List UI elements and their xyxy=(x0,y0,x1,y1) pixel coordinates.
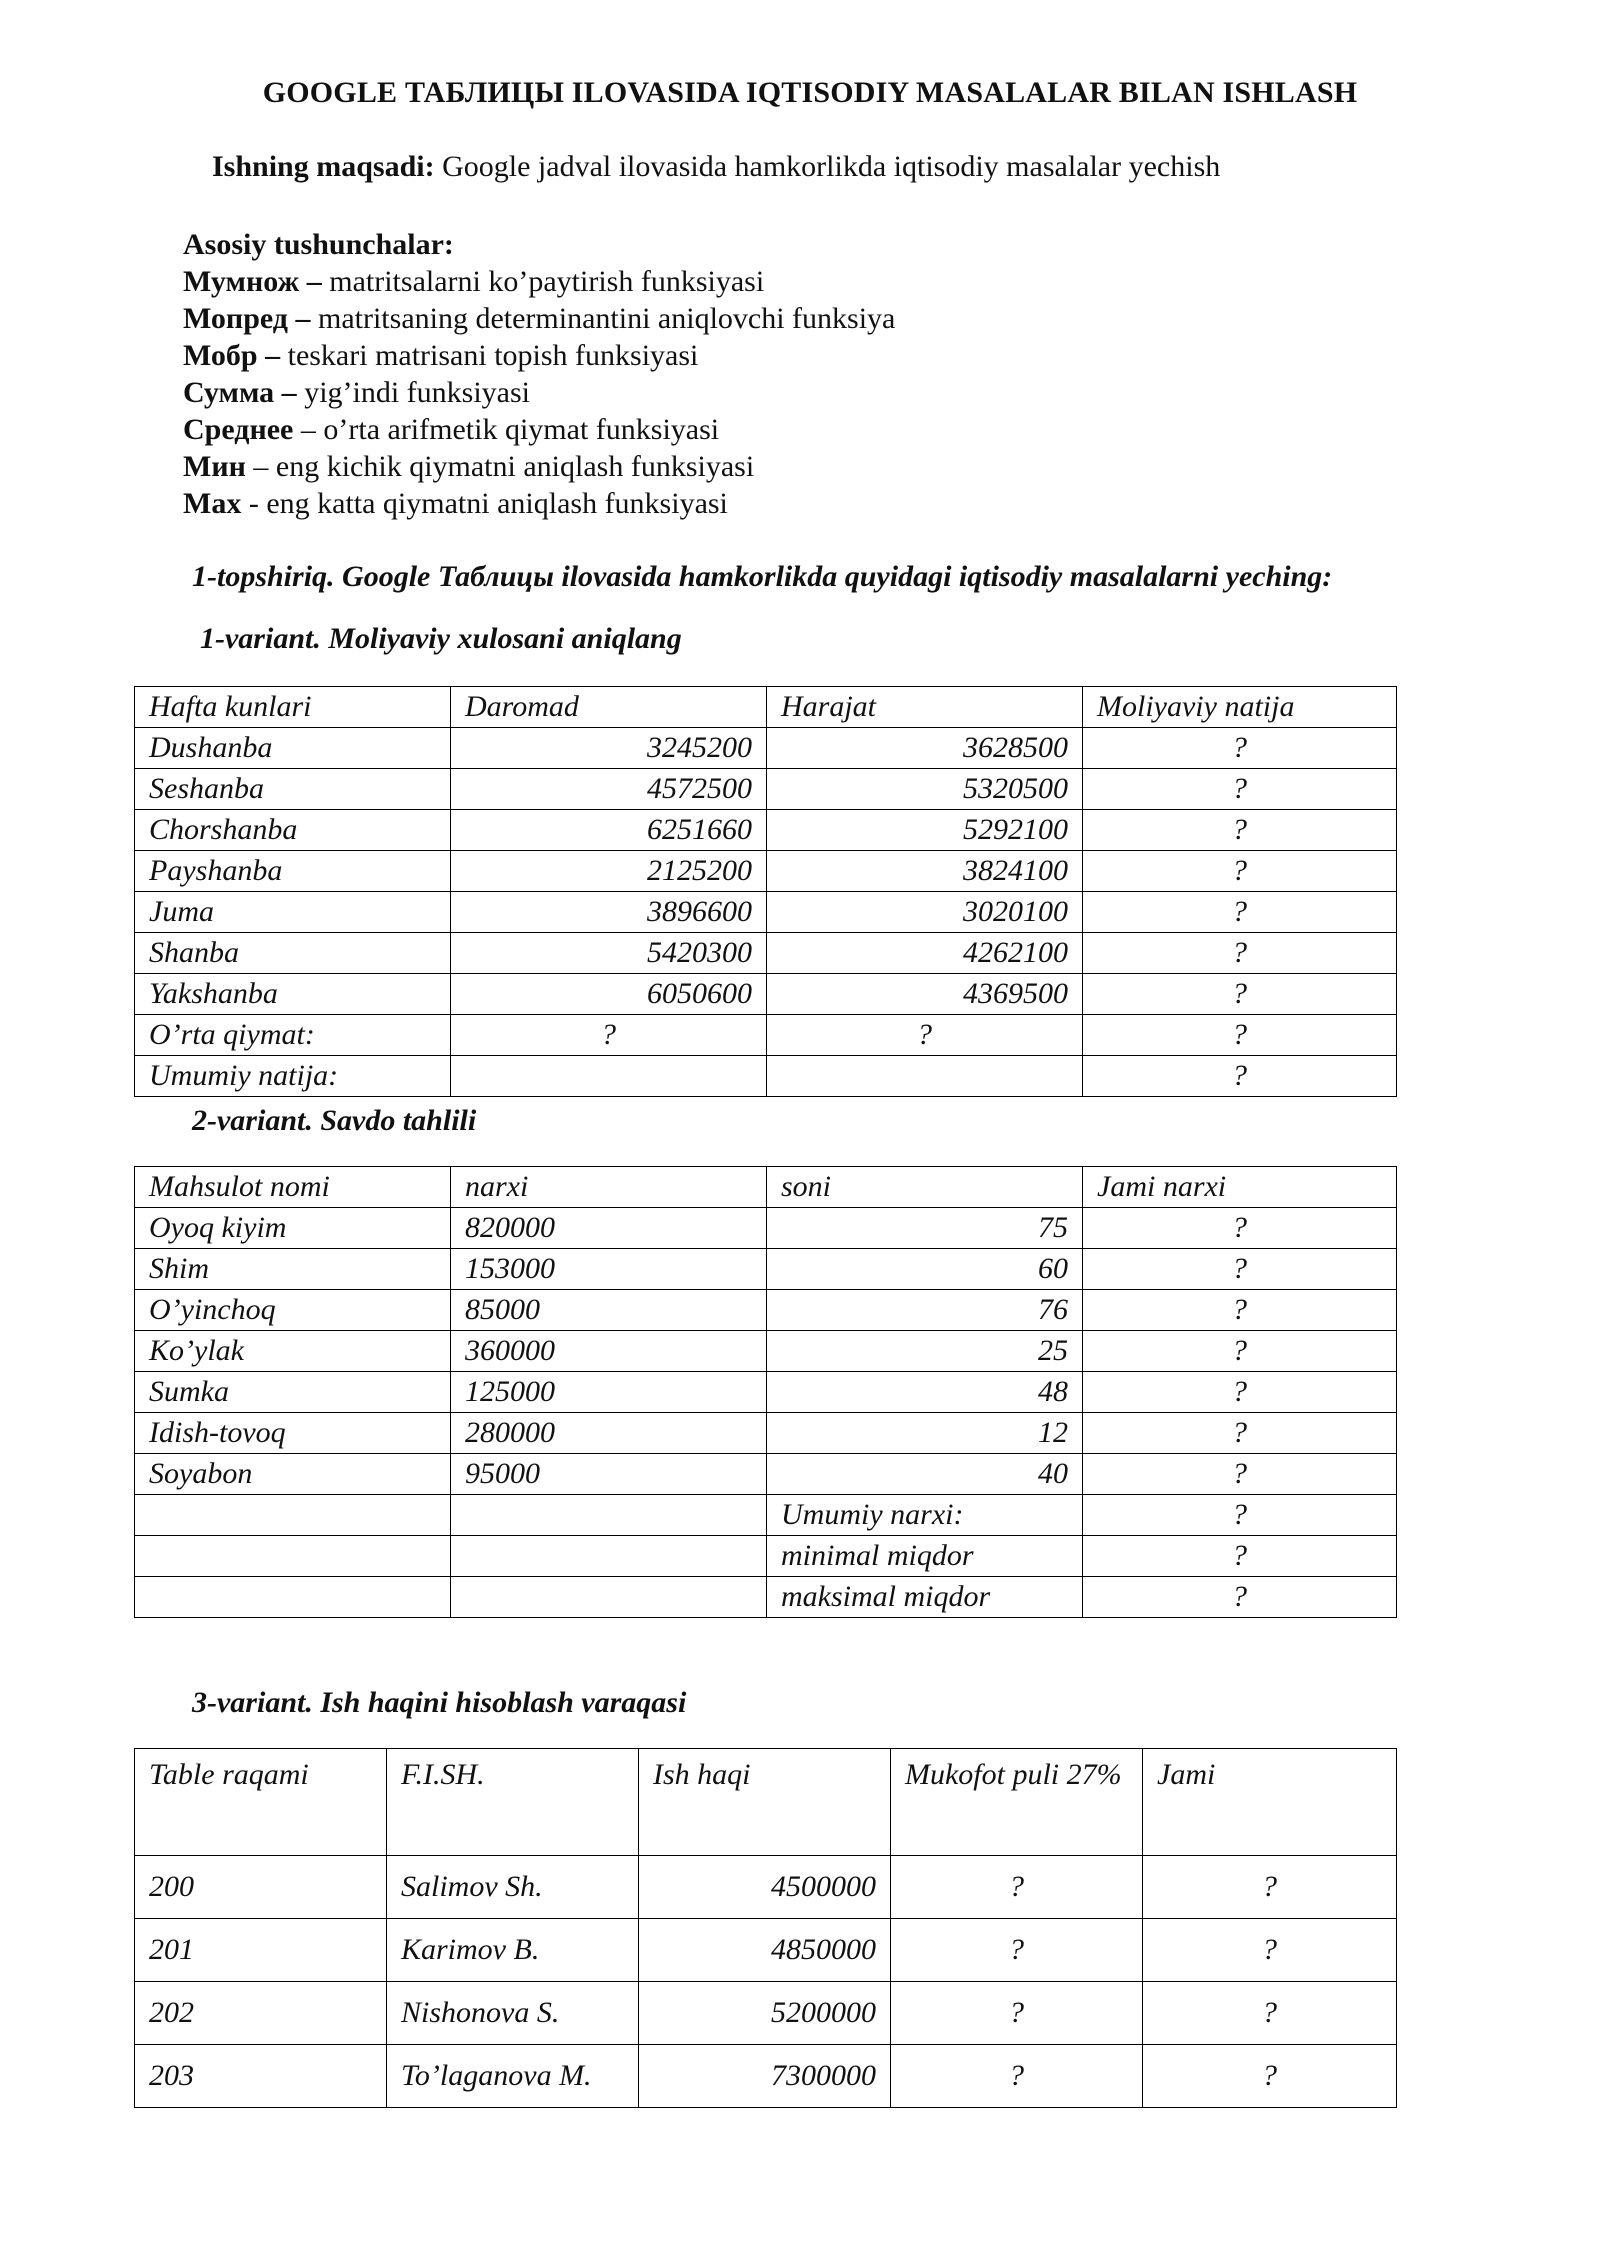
id-cell: 203 xyxy=(135,2045,387,2108)
page-title: GOOGLE ТАБЛИЦЫ ILOVASIDA IQTISODIY MASALALAR BILAN ISHLASH xyxy=(262,76,1358,109)
total-cell: ? xyxy=(1083,1056,1397,1097)
header-cell: F.I.SH. xyxy=(387,1749,639,1856)
id-cell: 202 xyxy=(135,1982,387,2045)
concept-item xyxy=(183,411,895,448)
income-cell: 3896600 xyxy=(451,892,767,933)
table-row xyxy=(135,2045,1397,2108)
concept-desc: – eng kichik qiymatni aniqlash funksiyasi xyxy=(245,450,755,483)
average-cell: ? xyxy=(767,1015,1083,1056)
empty-cell xyxy=(451,1577,767,1618)
income-cell: 4572500 xyxy=(451,769,767,810)
header-cell: Harajat xyxy=(767,687,1083,728)
sales-table xyxy=(134,1166,1397,1618)
table-row xyxy=(135,1413,1397,1454)
table-row xyxy=(135,728,1397,769)
empty-cell xyxy=(451,1495,767,1536)
average-cell: ? xyxy=(1083,1015,1397,1056)
average-cell: ? xyxy=(451,1015,767,1056)
bonus-cell: ? xyxy=(891,1856,1143,1919)
day-cell: Seshanba xyxy=(135,769,451,810)
concept-term: Мумнож – xyxy=(183,265,322,298)
table-row xyxy=(135,1208,1397,1249)
table-header-row xyxy=(135,1167,1397,1208)
bonus-cell: ? xyxy=(891,1919,1143,1982)
table-row xyxy=(135,1919,1397,1982)
header-cell: Mukofot puli 27% xyxy=(891,1749,1143,1856)
price-cell: 153000 xyxy=(451,1249,767,1290)
price-cell: 125000 xyxy=(451,1372,767,1413)
income-cell: 2125200 xyxy=(451,851,767,892)
salary-cell: 4850000 xyxy=(639,1919,891,1982)
day-cell: Shanba xyxy=(135,933,451,974)
income-cell: 5420300 xyxy=(451,933,767,974)
qty-cell: 40 xyxy=(767,1454,1083,1495)
table-row xyxy=(135,1982,1397,2045)
table-row xyxy=(135,974,1397,1015)
concept-term: Мин xyxy=(183,450,246,483)
summary-value: ? xyxy=(1083,1495,1397,1536)
header-cell: Table raqami xyxy=(135,1749,387,1856)
concept-term: Max xyxy=(183,487,242,520)
bonus-cell: ? xyxy=(891,2045,1143,2108)
concept-term: Среднее xyxy=(183,413,294,446)
sum-cell: ? xyxy=(1083,1454,1397,1495)
expense-cell: 4369500 xyxy=(767,974,1083,1015)
table-row xyxy=(135,1249,1397,1290)
price-cell: 95000 xyxy=(451,1454,767,1495)
concept-term: Мопред – xyxy=(183,302,311,335)
result-cell: ? xyxy=(1083,933,1397,974)
concept-term: Мобр – xyxy=(183,339,281,372)
product-cell: O’yinchoq xyxy=(135,1290,451,1331)
header-cell: Ish haqi xyxy=(639,1749,891,1856)
variant3-title: 3-variant. Ish haqini hisoblash varaqasi xyxy=(192,1686,687,1719)
total-label: Umumiy natija: xyxy=(135,1056,451,1097)
product-cell: Idish-tovoq xyxy=(135,1413,451,1454)
expense-cell: 3824100 xyxy=(767,851,1083,892)
qty-cell: 25 xyxy=(767,1331,1083,1372)
table-row xyxy=(135,1372,1397,1413)
summary-row xyxy=(135,1536,1397,1577)
concept-item xyxy=(183,337,895,374)
summary-label: Umumiy narxi: xyxy=(767,1495,1083,1536)
concept-term: Сумма – xyxy=(183,376,297,409)
salary-cell: 4500000 xyxy=(639,1856,891,1919)
table-row xyxy=(135,851,1397,892)
table-row xyxy=(135,769,1397,810)
qty-cell: 48 xyxy=(767,1372,1083,1413)
day-cell: Dushanba xyxy=(135,728,451,769)
bonus-cell: ? xyxy=(891,1982,1143,2045)
summary-row xyxy=(135,1495,1397,1536)
expense-cell: 4262100 xyxy=(767,933,1083,974)
empty-cell xyxy=(135,1495,451,1536)
result-cell: ? xyxy=(1083,769,1397,810)
result-cell: ? xyxy=(1083,892,1397,933)
concepts-list xyxy=(183,226,895,522)
summary-label: maksimal miqdor xyxy=(767,1577,1083,1618)
expense-cell: 3628500 xyxy=(767,728,1083,769)
concept-item xyxy=(183,300,895,337)
payroll-table xyxy=(134,1748,1397,2108)
sum-cell: ? xyxy=(1083,1290,1397,1331)
total-cell xyxy=(451,1056,767,1097)
header-cell: Moliyaviy natija xyxy=(1083,687,1397,728)
summary-label: minimal miqdor xyxy=(767,1536,1083,1577)
income-cell: 3245200 xyxy=(451,728,767,769)
table-row xyxy=(135,1856,1397,1919)
summary-row xyxy=(135,1577,1397,1618)
average-label: O’rta qiymat: xyxy=(135,1015,451,1056)
product-cell: Soyabon xyxy=(135,1454,451,1495)
result-cell: ? xyxy=(1083,974,1397,1015)
total-row xyxy=(135,1056,1397,1097)
header-cell: Daromad xyxy=(451,687,767,728)
name-cell: Salimov Sh. xyxy=(387,1856,639,1919)
header-cell: narxi xyxy=(451,1167,767,1208)
price-cell: 820000 xyxy=(451,1208,767,1249)
header-cell: Hafta kunlari xyxy=(135,687,451,728)
table-row xyxy=(135,1454,1397,1495)
concept-item xyxy=(183,263,895,300)
table-row xyxy=(135,810,1397,851)
total-cell: ? xyxy=(1143,2045,1397,2108)
concept-item xyxy=(183,485,895,522)
day-cell: Yakshanba xyxy=(135,974,451,1015)
name-cell: To’laganova M. xyxy=(387,2045,639,2108)
summary-value: ? xyxy=(1083,1577,1397,1618)
empty-cell xyxy=(451,1536,767,1577)
expense-cell: 5320500 xyxy=(767,769,1083,810)
goal-label: Ishning maqsadi: xyxy=(212,150,435,183)
concept-item xyxy=(183,374,895,411)
total-cell: ? xyxy=(1143,1919,1397,1982)
task-heading: 1-topshiriq. Google Таблицы ilovasida hamkorlikda quyidagi iqtisodiy masalalarni yeching: xyxy=(192,560,1333,593)
day-cell: Chorshanba xyxy=(135,810,451,851)
price-cell: 360000 xyxy=(451,1331,767,1372)
concept-desc: yig’indi funksiyasi xyxy=(296,376,531,409)
table-row xyxy=(135,1331,1397,1372)
product-cell: Shim xyxy=(135,1249,451,1290)
concepts-heading: Asosiy tushunchalar: xyxy=(183,228,454,261)
expense-cell: 5292100 xyxy=(767,810,1083,851)
product-cell: Sumka xyxy=(135,1372,451,1413)
day-cell: Juma xyxy=(135,892,451,933)
goal-text: Google jadval ilovasida hamkorlikda iqtisodiy masalalar yechish xyxy=(434,150,1221,183)
sum-cell: ? xyxy=(1083,1372,1397,1413)
sum-cell: ? xyxy=(1083,1208,1397,1249)
empty-cell xyxy=(135,1536,451,1577)
goal-line xyxy=(212,150,1220,184)
concept-desc: - eng katta qiymatni aniqlash funksiyasi xyxy=(241,487,728,520)
variant1-title: 1-variant. Moliyaviy xulosani aniqlang xyxy=(200,622,682,655)
result-cell: ? xyxy=(1083,810,1397,851)
sum-cell: ? xyxy=(1083,1413,1397,1454)
result-cell: ? xyxy=(1083,851,1397,892)
empty-cell xyxy=(135,1577,451,1618)
salary-cell: 7300000 xyxy=(639,2045,891,2108)
result-cell: ? xyxy=(1083,728,1397,769)
table-row xyxy=(135,892,1397,933)
concept-desc: matritsaning determinantini aniqlovchi funksiya xyxy=(310,302,896,335)
price-cell: 280000 xyxy=(451,1413,767,1454)
header-cell: Mahsulot nomi xyxy=(135,1167,451,1208)
sum-cell: ? xyxy=(1083,1249,1397,1290)
income-cell: 6050600 xyxy=(451,974,767,1015)
header-cell: Jami narxi xyxy=(1083,1167,1397,1208)
header-cell: Jami xyxy=(1143,1749,1397,1856)
concept-item xyxy=(183,448,895,485)
id-cell: 200 xyxy=(135,1856,387,1919)
income-cell: 6251660 xyxy=(451,810,767,851)
price-cell: 85000 xyxy=(451,1290,767,1331)
sum-cell: ? xyxy=(1083,1331,1397,1372)
product-cell: Oyoq kiyim xyxy=(135,1208,451,1249)
qty-cell: 75 xyxy=(767,1208,1083,1249)
product-cell: Ko’ylak xyxy=(135,1331,451,1372)
qty-cell: 60 xyxy=(767,1249,1083,1290)
variant2-title: 2-variant. Savdo tahlili xyxy=(192,1104,477,1137)
concept-desc: – o’rta arifmetik qiymat funksiyasi xyxy=(293,413,720,446)
summary-value: ? xyxy=(1083,1536,1397,1577)
table-header-row xyxy=(135,1749,1397,1856)
financial-table xyxy=(134,686,1397,1097)
total-cell: ? xyxy=(1143,1982,1397,2045)
day-cell: Payshanba xyxy=(135,851,451,892)
total-cell xyxy=(767,1056,1083,1097)
qty-cell: 12 xyxy=(767,1413,1083,1454)
expense-cell: 3020100 xyxy=(767,892,1083,933)
salary-cell: 5200000 xyxy=(639,1982,891,2045)
id-cell: 201 xyxy=(135,1919,387,1982)
qty-cell: 76 xyxy=(767,1290,1083,1331)
concept-desc: teskari matrisani topish funksiyasi xyxy=(280,339,699,372)
header-cell: soni xyxy=(767,1167,1083,1208)
name-cell: Karimov B. xyxy=(387,1919,639,1982)
table-row xyxy=(135,933,1397,974)
name-cell: Nishonova S. xyxy=(387,1982,639,2045)
table-row xyxy=(135,1290,1397,1331)
total-cell: ? xyxy=(1143,1856,1397,1919)
average-row xyxy=(135,1015,1397,1056)
table-header-row xyxy=(135,687,1397,728)
concept-desc: matritsalarni ko’paytirish funksiyasi xyxy=(321,265,765,298)
